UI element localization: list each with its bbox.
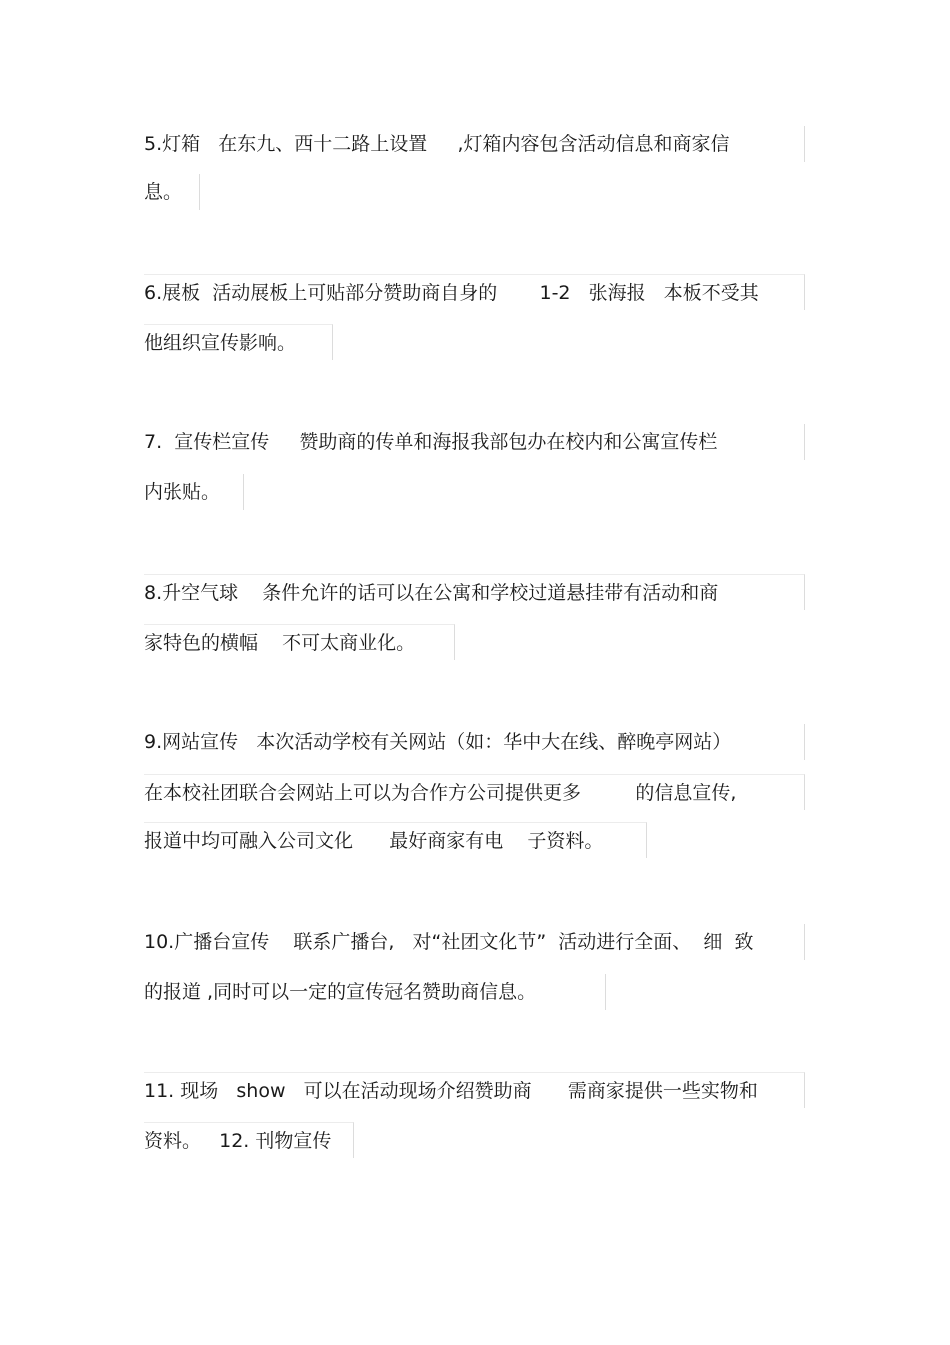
paragraph-8-line-1: 8.升空气球 条件允许的话可以在公寓和学校过道悬挂带有活动和商 — [144, 574, 805, 610]
paragraph-9-line-1: 9.网站宣传 本次活动学校有关网站（如：华中大在线、醉晚亭网站） — [144, 724, 805, 760]
paragraph-11-line-1: 11. 现场 show 可以在活动现场介绍赞助商 需商家提供一些实物和 — [144, 1072, 805, 1108]
paragraph-11-line-2: 资料。 12. 刊物宣传 — [144, 1122, 354, 1158]
paragraph-7-line-1: 7. 宣传栏宣传 赞助商的传单和海报我部包办在校内和公寓宣传栏 — [144, 424, 805, 460]
paragraph-5-line-1: 5.灯箱 在东九、西十二路上设置 ,灯箱内容包含活动信息和商家信 — [144, 126, 805, 162]
paragraph-9-line-2: 在本校社团联合会网站上可以为合作方公司提供更多 的信息宣传, — [144, 774, 805, 810]
paragraph-9-line-3: 报道中均可融入公司文化 最好商家有电 子资料。 — [144, 822, 647, 858]
paragraph-7-line-2: 内张贴。 — [144, 474, 244, 510]
paragraph-5-line-2: 息。 — [144, 174, 200, 210]
paragraph-8-line-2: 家特色的横幅 不可太商业化。 — [144, 624, 455, 660]
paragraph-6-line-1: 6.展板 活动展板上可贴部分赞助商自身的 1-2 张海报 本板不受其 — [144, 274, 805, 310]
paragraph-10-line-1: 10.广播台宣传 联系广播台, 对“社团文化节” 活动进行全面、 细 致 — [144, 924, 805, 960]
paragraph-6-line-2: 他组织宣传影响。 — [144, 324, 333, 360]
paragraph-10-line-2: 的报道 ,同时可以一定的宣传冠名赞助商信息。 — [144, 974, 606, 1010]
